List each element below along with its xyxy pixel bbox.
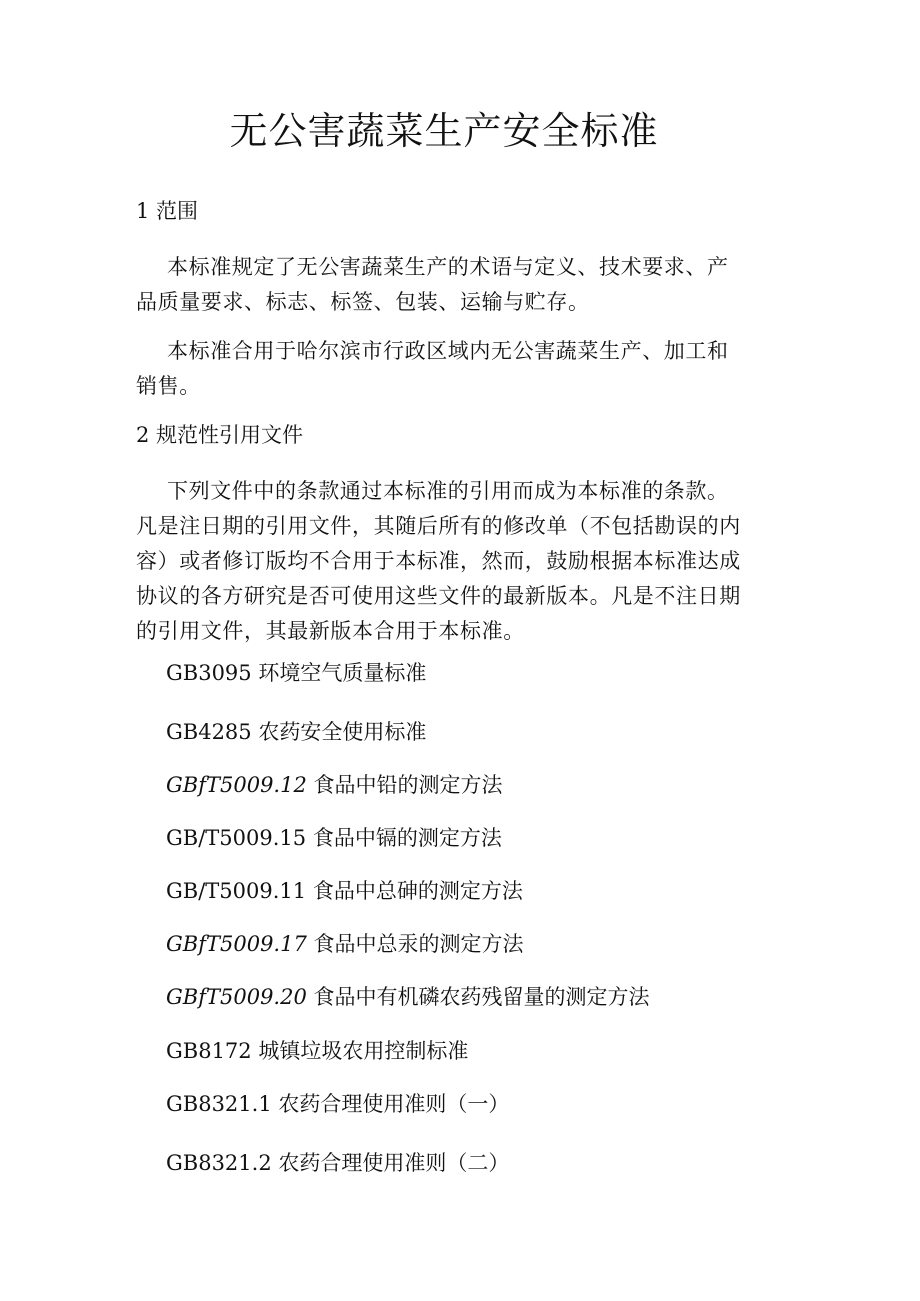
section-heading-scope: 1 范围 bbox=[136, 199, 199, 223]
reference-item bbox=[166, 770, 503, 800]
reference-name: 食品中镉的测定方法 bbox=[312, 826, 502, 850]
reference-code: GB8172 bbox=[166, 1039, 252, 1063]
reference-item bbox=[166, 1089, 509, 1119]
reference-code: GBfT5009.17 bbox=[166, 932, 307, 956]
reference-name: 城镇垃圾农用控制标准 bbox=[258, 1039, 469, 1063]
reference-item bbox=[166, 717, 426, 747]
section-heading-normative-references: 2 规范性引用文件 bbox=[136, 423, 304, 447]
reference-code: GB8321.1 bbox=[166, 1092, 272, 1116]
reference-code: GB/T5009.15 bbox=[166, 826, 307, 850]
reference-code: GBfT5009.20 bbox=[166, 985, 307, 1009]
reference-name: 食品中总汞的测定方法 bbox=[313, 932, 524, 956]
reference-item bbox=[166, 1036, 468, 1066]
reference-item bbox=[166, 1148, 509, 1178]
reference-code: GB/T5009.11 bbox=[166, 879, 307, 903]
paragraph-scope-applicability: 本标准合用于哈尔滨市行政区域内无公害蔬菜生产、加工和销售。 bbox=[136, 339, 729, 398]
reference-code: GB4285 bbox=[166, 720, 252, 744]
reference-item bbox=[166, 929, 524, 959]
reference-name: 食品中总砷的测定方法 bbox=[312, 879, 523, 903]
paragraph-references-intro: 下列文件中的条款通过本标准的引用而成为本标准的条款。凡是注日期的引用文件，其随后所有的修改单（不包括勘误的内容）或者修订版均不合用于本标准，然而，鼓励根据本标准达成协议的各方研究是否可使用这些文件的最新版本。凡是不注日期的引用文件，其最新版本合用于本标准。 bbox=[136, 479, 741, 643]
reference-code: GBfT5009.12 bbox=[166, 773, 307, 797]
reference-name: 食品中有机磷农药残留量的测定方法 bbox=[313, 985, 650, 1009]
reference-code: GB8321.2 bbox=[166, 1151, 272, 1175]
reference-name: 农药合理使用准则（二） bbox=[278, 1151, 510, 1175]
reference-item bbox=[166, 982, 650, 1012]
reference-item bbox=[166, 823, 502, 853]
reference-item bbox=[166, 876, 523, 906]
reference-code: GB3095 bbox=[166, 661, 252, 685]
document-title: 无公害蔬菜生产安全标准 bbox=[229, 109, 659, 153]
paragraph-scope-definition: 本标准规定了无公害蔬菜生产的术语与定义、技术要求、产品质量要求、标志、标签、包装、运输与贮存。 bbox=[136, 255, 729, 314]
reference-item bbox=[166, 658, 426, 688]
reference-name: 环境空气质量标准 bbox=[258, 661, 427, 685]
reference-name: 农药安全使用标准 bbox=[258, 720, 427, 744]
reference-name: 食品中铅的测定方法 bbox=[313, 773, 503, 797]
reference-name: 农药合理使用准则（一） bbox=[278, 1092, 510, 1116]
